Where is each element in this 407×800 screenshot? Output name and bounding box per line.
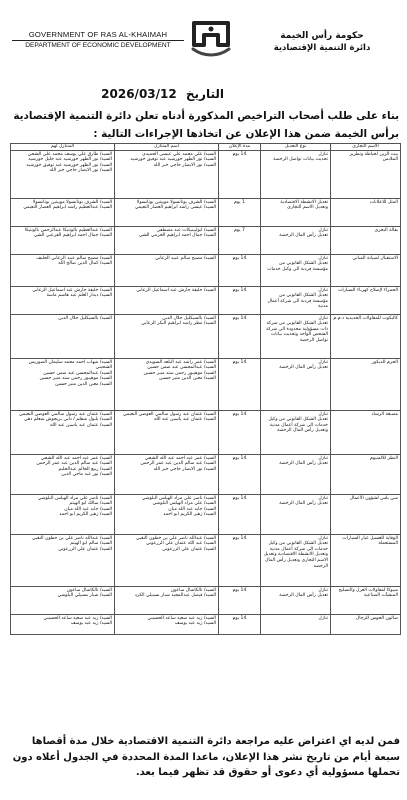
intro-line-1: بناء على طلب أصحاب التراخيص المذكورة أدناه تعلن دائرة التنمية الإقتصادية (13, 110, 399, 122)
amendment-type-cell: تنازل تعديل رأس المال الرخصة (261, 494, 331, 534)
period-cell: 14 يوم (219, 454, 261, 494)
header-trade-name: الاسم التجاري (331, 144, 401, 151)
period-cell: 1 يوم (219, 198, 261, 226)
date-value: 2026/03/12 (101, 87, 177, 101)
amendment-type-cell: تعديل الانشطة الاقتصادية وتعديل الاسم التجاري (261, 198, 331, 226)
trade-name-cell: صالون الحوس للرجال (331, 614, 401, 634)
assignor-cell: السيد/ عمر راشد عبد البلعد السويدي السيد/ عبدالمحسن عبد ضمن حسين السيد/ موهيبور رحمن سند منير حسين السيد/ معين الدين منير حسين (115, 358, 219, 410)
assignee-cell: السيد/ خليفة جارش عبد اسماعيل الزعابي السيد/ ديدار العلم عبد هاشم ماسة (11, 286, 115, 314)
objection-notice: فمن لديه اي اعتراض عليه مراجعة دائرة التنمية الاقتصادية خلال مدة أقصاها سبعة أيام من تاريخ نشر هذا الإعلان، ماعدا المدة المحددة في الجدول أعلاه دون تحملها مسؤولية أي دعوى أو حقوق قد تظهر فيما بعد. (12, 736, 400, 778)
table-row (11, 286, 401, 314)
assignee-cell: السيد/ شهاب احمد محمد سليمان الصوريس الشحيني السيد/ عبدالمحسن عبد ضمن حسين السيد/ موهيبور رحمن سند منير حسين السيد/ معين الدين منير حسين (11, 358, 115, 410)
period-cell: 7 يوم (219, 226, 261, 254)
amendment-type-cell: تنازل تعديل الشكل القانوني من مؤسسة فردية الى شركة أعمال مدنية (261, 286, 331, 314)
assignee-cell: السيد/ طارق علي يوسف محمد علي الشحي السيد/ نور الظهر خورشيد عبد خليل خورشيد السيد/ نور الظهر خورشيد عبد توفيق خورشيد السيد/ نور الابصار حاجي خير الله (11, 150, 115, 198)
assignee-cell: السيد/ تالكاشال ساعون السيد/ شبار بسبيلي البلوشي (11, 586, 115, 614)
assignor-cell: السيد/ ابوليينيكات عبد مصطفى السيد/ جمال احمد ابراهيم الخرمي الشي (115, 226, 219, 254)
header-period: مدة الإعلان (219, 144, 261, 151)
amendment-type-cell: تنازل تعديل رأس المال الرخصة (261, 454, 331, 494)
table-row (11, 454, 401, 494)
trade-name-cell: مصبغة الرشاد (331, 410, 401, 454)
assignee-cell: السيد/ عبدالله ناصر علي بن خطون النقبي السيد/ سالم ابو الهيثم السيد/ عثمان علي الزرعوني (11, 534, 115, 586)
table-row (11, 254, 401, 286)
trade-name-cell: ميبوكا لمقاولات العزل والتصليح المنشآت الصناعية (331, 586, 401, 614)
assignor-cell: السيد/ بالسيكليل جلال الدين السيد/ مطر راشد ابراهيم البكر الزعابي (115, 314, 219, 358)
english-government-name: GOVERNMENT OF RAS AL-KHAIMAH (12, 30, 184, 41)
assignor-cell: السيد/ زيد عبد سعيد ساعد الحسيني السيد/ زيد عبد يوسف (115, 614, 219, 634)
assignee-cell: السيد/ زيد عبد سعيد ساعد الحسيني السيد/ زيد عبد يوسف (11, 614, 115, 634)
period-cell: 14 يوم (219, 586, 261, 614)
amendment-type-cell: تنازل تحديث بيانات تواصل الرخصة (261, 150, 331, 198)
header-amendment-type: نوع التعديل (261, 144, 331, 151)
header-assignee: المتنازل لهم (11, 144, 115, 151)
assignor-cell: السيد/ ناصر علي مراد الهيلس البلوشي السيد/ علي مراد الهيلس البلوشي السيد/ جابد عبد الله ميان السيد/ زهير الكريم ابو احمد (115, 494, 219, 534)
trade-name-cell: الاستقبال لصيانة المباني (331, 254, 401, 286)
announcement-date (101, 87, 224, 101)
table-row (11, 314, 401, 358)
table-row (11, 586, 401, 614)
assignor-cell: السيد/ عبدالله ناصر علي بن خطون النقبي السيد/ عبد الله عثمان علي الزرعوني السيد/ عثمان علي الزرعوني (115, 534, 219, 586)
amendment-type-cell: تنازل تعديل الشكل القانوني من وكيل خدمات الى شركة أعمال مدنية وتعديل الانشطة الاقتصادية وتعديل الاسم التجاري وتعديل رأس المال الرخصة (261, 534, 331, 586)
assignee-cell: السيد/ عبدالعظيم بالوتنيكا عبدالرحمن بالوتنيكا السيد/ جمال احمد ابراهيم الفرعبي الشي (11, 226, 115, 254)
period-cell: 14 يوم (219, 254, 261, 286)
trade-name-cell: النظر للالمنيوم (331, 454, 401, 494)
rak-ded-logo-icon (188, 13, 234, 59)
trade-name-cell: بيت الزين لخياطة وتطريز الملابس (331, 150, 401, 198)
arabic-department-name: دائرة التنمية الإقتصادية (273, 43, 371, 53)
table-row (11, 494, 401, 534)
table-header-row (11, 144, 401, 151)
period-cell: 14 يوم (219, 314, 261, 358)
table-row (11, 150, 401, 198)
english-department-name: DEPARTMENT OF ECONOMIC DEVELOPMENT (25, 42, 171, 49)
assignor-cell: السيد/ عمر عبد احمد عبد الله الشحي السيد/ عبد سالم الدين عبد عمر الرحمن السيد/ نور الابصار حاجي خير الله (115, 454, 219, 494)
period-cell: 14 يوم (219, 534, 261, 586)
date-label: التاريخ (185, 87, 224, 101)
period-cell: 14 يوم (219, 358, 261, 410)
amendment-type-cell: تنازل تعديل رأس المال الرخصة (261, 586, 331, 614)
table-row (11, 614, 401, 634)
trade-name-cell: كاليكوت للمقاولات الحديدية ذ.م.م (331, 314, 401, 358)
trade-name-cell: الحزم للديكور (331, 358, 401, 410)
licenses-table (10, 143, 401, 635)
trade-name-cell: المثل للاعلانات (331, 198, 401, 226)
table-row (11, 226, 401, 254)
period-cell: 14 يوم (219, 614, 261, 634)
intro-line-2: برأس الخيمة ضمن هذا الإعلان عن اتخاذها الإجراءات التالية : (93, 128, 399, 140)
assignor-cell: السيد/ علي محمد علي عيسى الحميدي السيد/ نور الظهر خورشيد عبد توفيق خورشيد السيد/ نور الابصار حاجي خير الله (115, 150, 219, 198)
amendment-type-cell: تنازل تعديل الشكل القانوني من وكيل خدمات الى شركة أعمال مدنية وتعديل رأس المال الرخصة (261, 410, 331, 454)
amendment-type-cell: تنازل (261, 614, 331, 634)
amendment-type-cell: تنازل تعديل رأس المال الرخصة (261, 226, 331, 254)
table-row (11, 410, 401, 454)
assignee-cell: السيد/ بالسيكليل جلال الدين (11, 314, 115, 358)
amendment-type-cell: تنازل تعديل الشكل القانوني من مؤسسة فردية الى وكيل خدمات (261, 254, 331, 286)
assignor-cell: السيد/ مصبح سالم عبيد الزعابي (115, 254, 219, 286)
assignor-cell: السيد/ خليفة جارش عبد اسماعيل الزعابي (115, 286, 219, 314)
assignor-cell: السيد/ عثمان عبد رسول سالمي العوضي النعيمي السيد/ عثمان عبد ياسين عبد الله (115, 410, 219, 454)
trade-name-cell: بقالة البحري (331, 226, 401, 254)
amendment-type-cell: تنازل تعديل رأس المال الرخصة (261, 358, 331, 410)
assignee-cell: السيد/ عمر عبد احمد عبد الله الشحي السيد/ عبد سالم الدين عبد عمر الرحمن السيد/ ربيع الحالم عبدالحليم السيد/ نور عبد ماحي الدين (11, 454, 115, 494)
arabic-government-name: حكومة رأس الخيمة (280, 31, 364, 41)
period-cell: 14 يوم (219, 150, 261, 198)
trade-name-cell: الحمراء لإصلاح كهرباء السيارات (331, 286, 401, 314)
announcement-intro (11, 107, 399, 143)
trade-name-cell: سي بلس لشؤون الأعمال (331, 494, 401, 534)
header-assignor: اسم المتنازل (115, 144, 219, 151)
amendment-type-cell: تنازل تعديل الشكل القانوني من شركة ذات مسؤولية محدودة الى شركة الشخص الواحد وتحديث بيانات تواصل الرخصة (261, 314, 331, 358)
arabic-letterhead (247, 30, 397, 54)
table-row (11, 534, 401, 586)
period-cell: 14 يوم (219, 410, 261, 454)
trade-name-cell: الوقاية للغسيل غيار السيارات المستعملة (331, 534, 401, 586)
assignee-cell: السيد/ الشرف بوتانسولا موبيتين بوتانسولا السيد/ عبدالعظيم راشد ابراهيم العصار النعيمي (11, 198, 115, 226)
table-row (11, 198, 401, 226)
period-cell: 14 يوم (219, 286, 261, 314)
english-letterhead (12, 30, 184, 50)
assignee-cell: السيد/ ناصر علي مراد الهيلس البلوشي السيد/ سالك ابو الهيثم السيد/ جابد عبد الله ميان السيد/ زهير الكريم ابو احمد (11, 494, 115, 534)
assignor-cell: السيد/ الشرف بوتانسولا موبيتين بوتانسولا السيد/ عيسى راشد ابراهيم العصار النعيمي (115, 198, 219, 226)
period-cell: 14 يوم (219, 494, 261, 534)
letterhead (0, 0, 407, 82)
assignee-cell: السيد/ عثمان عبد رسول سالمي العوضي النعيمي السيد/ بلبول شقلم / دايي بريجوش شعلم دهي السيد/ عثمان عبد ياسين عبد الله (11, 410, 115, 454)
table-row (11, 358, 401, 410)
assignor-cell: السيد/ تالكاشال ساعون السيد/ فيصل عبدالمجيد شبار بسبيلي الكرد (115, 586, 219, 614)
assignee-cell: السيد/ مصبح سالم عبيد الزعابي الخليف السيد/ كمال الدين صالح الله (11, 254, 115, 286)
